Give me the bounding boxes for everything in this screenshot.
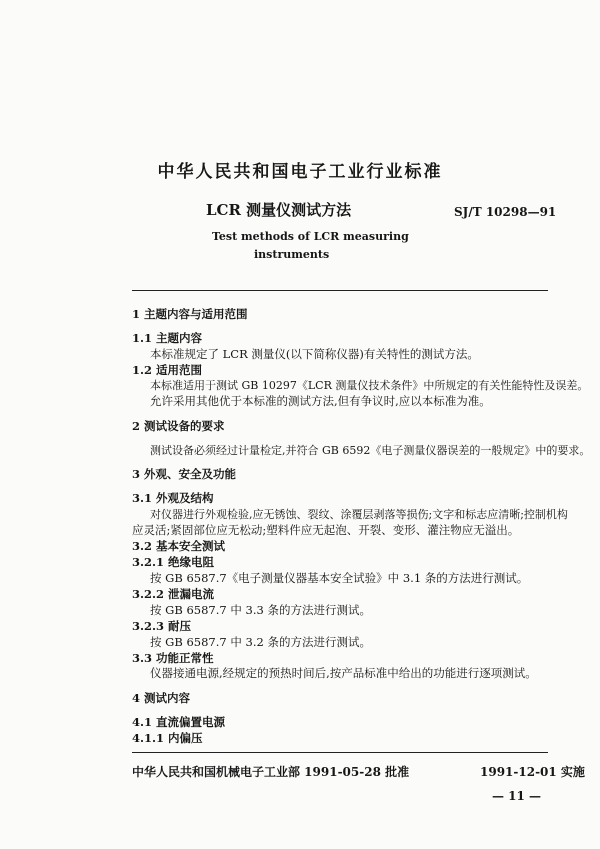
page-number: — 11 — — [492, 789, 542, 803]
document-title: LCR 测量仪测试方法 — [206, 201, 352, 219]
section-1-heading: 1 主题内容与适用范围 — [132, 307, 248, 321]
bottom-divider — [132, 752, 548, 753]
paragraph: 按 GB 6587.7 中 3.3 条的方法进行测试。 — [150, 603, 371, 617]
paragraph: 应灵活;紧固部位应无松动;塑料件应无起泡、开裂、变形、灌注物应无溢出。 — [132, 523, 520, 537]
english-title-line2: instruments — [254, 248, 330, 261]
section-1-2-heading: 1.2 适用范围 — [132, 363, 203, 377]
paragraph: 按 GB 6587.7《电子测量仪器基本安全试验》中 3.1 条的方法进行测试。 — [150, 571, 529, 585]
section-4-heading: 4 测试内容 — [132, 691, 191, 705]
section-3-2-3-heading: 3.2.3 耐压 — [132, 619, 192, 633]
section-3-2-2-heading: 3.2.2 泄漏电流 — [132, 587, 215, 601]
paragraph: 对仪器进行外观检验,应无锈蚀、裂纹、涂覆层剥落等损伤;文字和标志应清晰;控制机构 — [150, 508, 568, 521]
approval-note: 中华人民共和国机械电子工业部 1991-05-28 批准 — [132, 765, 410, 779]
section-4-1-heading: 4.1 直流偏置电源 — [132, 715, 226, 729]
section-1-1-heading: 1.1 主题内容 — [132, 331, 203, 345]
standard-code: SJ/T 10298—91 — [454, 205, 557, 219]
top-divider — [132, 290, 548, 291]
english-title-line1: Test methods of LCR measuring — [212, 230, 409, 243]
standard-category-heading: 中华人民共和国电子工业行业标准 — [157, 162, 443, 182]
section-4-1-1-heading: 4.1.1 内偏压 — [132, 731, 203, 745]
section-3-2-heading: 3.2 基本安全测试 — [132, 539, 226, 553]
paragraph: 测试设备必须经过计量检定,并符合 GB 6592《电子测量仪器误差的一般规定》中的要求。 — [150, 444, 591, 457]
section-3-2-1-heading: 3.2.1 绝缘电阻 — [132, 555, 215, 569]
paragraph: 本标准适用于测试 GB 10297《LCR 测量仪技术条件》中所规定的有关性能特性及误差。 — [150, 379, 589, 392]
section-3-heading: 3 外观、安全及功能 — [132, 467, 237, 481]
implementation-date: 1991-12-01 实施 — [480, 765, 585, 779]
paragraph: 本标准规定了 LCR 测量仪(以下简称仪器)有关特性的测试方法。 — [150, 347, 479, 361]
section-3-1-heading: 3.1 外观及结构 — [132, 491, 214, 505]
paragraph: 仪器接通电源,经规定的预热时间后,按产品标准中给出的功能进行逐项测试。 — [150, 666, 537, 680]
section-3-3-heading: 3.3 功能正常性 — [132, 651, 214, 665]
paragraph: 按 GB 6587.7 中 3.2 条的方法进行测试。 — [150, 635, 371, 649]
section-2-heading: 2 测试设备的要求 — [132, 419, 225, 433]
paragraph: 允许采用其他优于本标准的测试方法,但有争议时,应以本标准为准。 — [150, 394, 491, 408]
